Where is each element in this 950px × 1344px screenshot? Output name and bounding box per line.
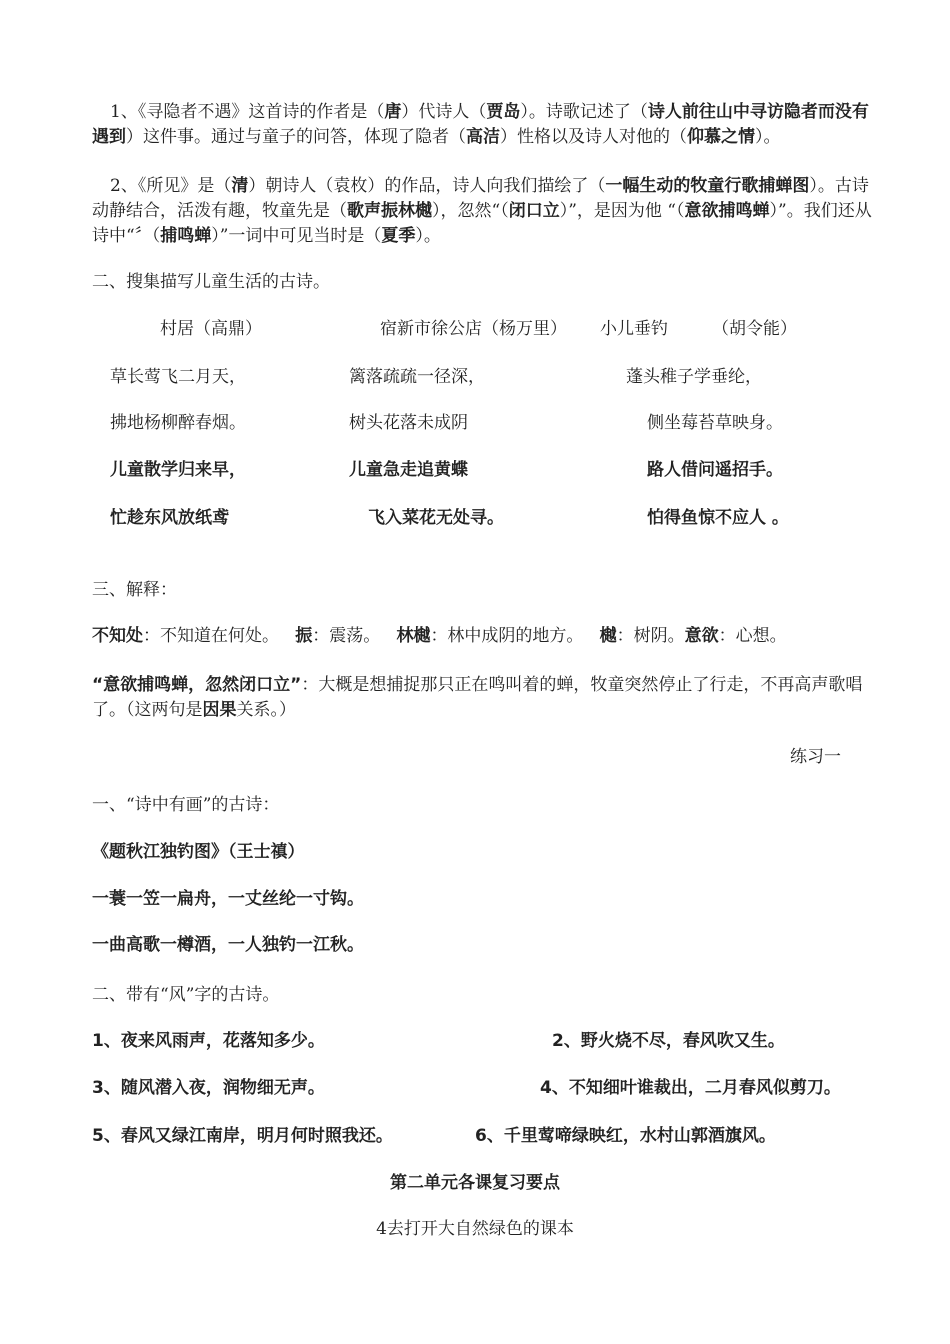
exercise-poem-line: 一曲高歌一樽酒，一人独钓一江秋。 [92,935,364,955]
glossary-line: 不知处：不知道在何处。 振：震荡。 林樾：林中成阴的地方。 樾：树阴。意欲：心想。 [92,626,787,646]
poem-title-cunju: 村居（高鼎） [160,319,262,339]
exercise-poem-line: 一蓑一笠一扁舟，一丈丝纶一寸钩。 [92,889,364,909]
poem-line: 路人借问遥招手。 [647,460,783,480]
unit-title: 第二单元各课复习要点 [390,1173,560,1193]
poem-line: 草长莺飞二月天， [110,367,246,387]
poem-line: 侧坐莓苔草映身。 [647,413,783,433]
explanation-paragraph: “意欲捕鸣蝉，忽然闭口立”：大概是想捕捉那只正在鸣叫着的蝉，牧童突然停止了行走，不再高声歌唱了。（这两句是因果关系。） [92,675,863,720]
lesson-title: 4去打开大自然绿色的课本 [376,1219,574,1239]
poem-author-xiaoer: （胡令能） [712,319,797,339]
section-heading-explain: 三、解释： [92,580,177,600]
poem-line: 树头花落未成阴 [349,413,468,433]
section-heading-collect: 二、搜集描写儿童生活的古诗。 [92,272,330,292]
exercise-heading-2: 二、带有“风”字的古诗。 [92,985,280,1005]
poem-title-xiaoer: 小儿垂钓 [600,319,668,339]
wind-poem-line: 2、野火烧不尽，春风吹又生。 [552,1031,785,1051]
poem-line: 怕得鱼惊不应人 。 [647,508,789,528]
poem-line: 篱落疏疏一径深， [349,367,485,387]
wind-poem-line: 4、不知细叶谁裁出，二月春风似剪刀。 [540,1078,841,1098]
poem-line: 拂地杨柳醉春烟。 [110,413,246,433]
poem-title-suxinshi: 宿新市徐公店（杨万里） [380,319,567,339]
wind-poem-line: 6、千里莺啼绿映红，水村山郭酒旗风。 [475,1126,776,1146]
poem-line: 飞入菜花无处寻。 [368,508,504,528]
poem-line: 蓬头稚子学垂纶， [626,367,762,387]
paragraph-xunyinzhe: 1、《寻隐者不遇》这首诗的作者是（唐）代诗人（贾岛）。诗歌记述了（诗人前往山中寻访隐者而没有遇到）这件事。通过与童子的问答，体现了隐者（高洁）性格以及诗人对他的（仰慕之情）。 [92,102,869,147]
poem-line: 儿童急走追黄蝶 [349,460,468,480]
wind-poem-line: 5、春风又绿江南岸，明月何时照我还。 [92,1126,393,1146]
exercise-heading-1: 一、“诗中有画”的古诗： [92,795,280,815]
exercise-poem-title: 《题秋江独钓图》（王士禛） [92,842,305,862]
wind-poem-line: 1、夜来风雨声，花落知多少。 [92,1031,325,1051]
poem-line: 忙趁东风放纸鸢 [110,508,229,528]
exercise-label: 练习一 [790,747,841,767]
poem-line: 儿童散学归来早， [110,460,246,480]
paragraph-suojian: 2、《所见》是（清）朝诗人（袁枚）的作品，诗人向我们描绘了（一幅生动的牧童行歌捕蝉图）。古诗动静结合，活泼有趣，牧童先是（歌声振林樾），忽然“（闭口立）”，是因为他 “（意欲捕鸣蝉）”。我们还从诗中“〞（捕鸣蝉）”一词中可见当时是（夏季）。 [92,176,872,246]
wind-poem-line: 3、随风潜入夜，润物细无声。 [92,1078,325,1098]
